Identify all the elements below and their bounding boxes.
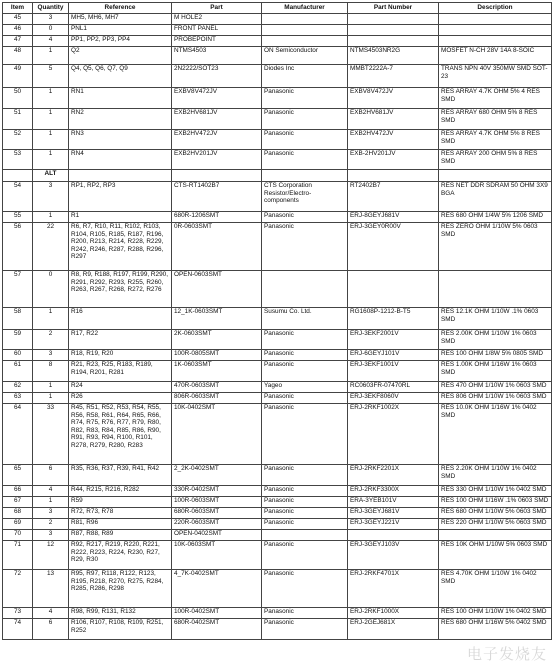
cell-item: 74: [3, 619, 33, 640]
cell-part-number: ERJ-2RKF1000X: [348, 608, 439, 619]
cell-part-number: EXB-2HV201JV: [348, 150, 439, 170]
cell-reference: Q4, Q5, Q6, Q7, Q9: [69, 65, 172, 88]
cell-part: 680R-0402SMT: [172, 619, 262, 640]
cell-part-number: [348, 170, 439, 182]
cell-item: 61: [3, 361, 33, 382]
cell-manufacturer: Panasonic: [262, 570, 348, 608]
table-row: [3, 182, 552, 212]
cell-part-number: EXB2HV681JV: [348, 109, 439, 130]
cell-item: 72: [3, 570, 33, 608]
cell-quantity: 5: [33, 65, 69, 88]
cell-manufacturer: Panasonic: [262, 519, 348, 530]
cell-item: 67: [3, 497, 33, 508]
cell-reference: R24: [69, 382, 172, 393]
cell-description: RES 10.0K OHM 1/16W 1% 0402 SMD: [439, 404, 552, 465]
cell-manufacturer: Diodes Inc: [262, 65, 348, 88]
cell-description: [439, 271, 552, 308]
cell-quantity: 8: [33, 361, 69, 382]
cell-item: 48: [3, 47, 33, 65]
cell-part-number: ERJ-2RKF4701X: [348, 570, 439, 608]
cell-reference: R59: [69, 497, 172, 508]
cell-reference: R26: [69, 393, 172, 404]
cell-reference: R17, R22: [69, 330, 172, 350]
cell-manufacturer: Panasonic: [262, 541, 348, 570]
cell-description: TRANS NPN 40V 350MW SMD SOT-23: [439, 65, 552, 88]
cell-description: RES 2.20K OHM 1/10W 1% 0402 SMD: [439, 465, 552, 486]
cell-description: [439, 25, 552, 36]
cell-manufacturer: Panasonic: [262, 223, 348, 271]
cell-part-number: RT2402B7: [348, 182, 439, 212]
cell-part: 330R-0402SMT: [172, 486, 262, 497]
cell-quantity: 2: [33, 330, 69, 350]
cell-part-number: ERJ-3GEYJ681V: [348, 508, 439, 519]
bom-table: [2, 2, 552, 640]
cell-item: 51: [3, 109, 33, 130]
cell-reference: R45, R51, R52, R53, R54, R55, R56, R58, R61, R64, R65, R66, R74, R75, R76, R77, R79, R80, R82, R83, R84, R85, R86, R90, R91, R93, R94, R100, R101, R278, R279, R280, R283: [69, 404, 172, 465]
table-row: [3, 393, 552, 404]
table-row: [3, 619, 552, 640]
table-row: [3, 608, 552, 619]
cell-item: 70: [3, 530, 33, 541]
cell-quantity: 4: [33, 36, 69, 47]
cell-description: RES ZERO OHM 1/10W 5% 0603 SMD: [439, 223, 552, 271]
cell-description: RES 4.70K OHM 1/10W 1% 0402 SMD: [439, 570, 552, 608]
cell-reference: RN3: [69, 130, 172, 150]
cell-manufacturer: [262, 271, 348, 308]
table-row: [3, 465, 552, 486]
cell-quantity: 4: [33, 608, 69, 619]
cell-quantity: 1: [33, 47, 69, 65]
cell-part-number: RG1608P-1212-B-T5: [348, 308, 439, 330]
cell-reference: PP1, PP2, PP3, PP4: [69, 36, 172, 47]
cell-manufacturer: [262, 530, 348, 541]
cell-part: OPEN-0402SMT: [172, 530, 262, 541]
cell-reference: R16: [69, 308, 172, 330]
cell-part-number: ERJ-2RKF1002X: [348, 404, 439, 465]
table-row: [3, 541, 552, 570]
cell-manufacturer: Panasonic: [262, 88, 348, 109]
cell-part: PROBEPOINT: [172, 36, 262, 47]
cell-description: RES 12.1K OHM 1/10W .1% 0603 SMD: [439, 308, 552, 330]
cell-item: 64: [3, 404, 33, 465]
cell-description: RES 100 OHM 1/10W 1% 0402 SMD: [439, 608, 552, 619]
cell-item: 50: [3, 88, 33, 109]
cell-quantity: 0: [33, 25, 69, 36]
cell-part-number: ERJ-3GEY0R00V: [348, 223, 439, 271]
table-row: [3, 212, 552, 223]
cell-reference: R18, R19, R20: [69, 350, 172, 361]
cell-item: 58: [3, 308, 33, 330]
cell-part-number: MMBT2222A-7: [348, 65, 439, 88]
cell-part: EXBV8V472JV: [172, 88, 262, 109]
table-row: [3, 382, 552, 393]
cell-part: 470R-0603SMT: [172, 382, 262, 393]
table-row: [3, 47, 552, 65]
cell-item: 60: [3, 350, 33, 361]
cell-part: 220R-0603SMT: [172, 519, 262, 530]
cell-part-number: ERJ-3EKF1001V: [348, 361, 439, 382]
cell-description: [439, 530, 552, 541]
cell-manufacturer: ON Semiconductor: [262, 47, 348, 65]
cell-description: RES 680 OHM 1/4W 5% 1206 SMD: [439, 212, 552, 223]
cell-item: 53: [3, 150, 33, 170]
cell-reference: R1: [69, 212, 172, 223]
cell-item: 52: [3, 130, 33, 150]
cell-part-number: ERJ-8GEYJ681V: [348, 212, 439, 223]
cell-reference: RN4: [69, 150, 172, 170]
cell-manufacturer: Panasonic: [262, 330, 348, 350]
cell-manufacturer: Panasonic: [262, 486, 348, 497]
cell-description: [439, 170, 552, 182]
cell-part: 2K-0603SMT: [172, 330, 262, 350]
cell-item: 68: [3, 508, 33, 519]
cell-quantity: 6: [33, 619, 69, 640]
cell-item: 66: [3, 486, 33, 497]
cell-reference: R44, R215, R216, R282: [69, 486, 172, 497]
cell-item: 62: [3, 382, 33, 393]
cell-manufacturer: Panasonic: [262, 465, 348, 486]
cell-part-number: ERA-3YEB101V: [348, 497, 439, 508]
cell-reference: Q2: [69, 47, 172, 65]
cell-part-number: RC0603FR-07470RL: [348, 382, 439, 393]
cell-item: 49: [3, 65, 33, 88]
table-row: [3, 271, 552, 308]
cell-part: CTS-RT1402B7: [172, 182, 262, 212]
cell-manufacturer: Panasonic: [262, 619, 348, 640]
cell-part-number: [348, 14, 439, 25]
cell-item: 45: [3, 14, 33, 25]
cell-manufacturer: Yageo: [262, 382, 348, 393]
cell-manufacturer: Panasonic: [262, 497, 348, 508]
table-row: [3, 486, 552, 497]
cell-quantity: 3: [33, 182, 69, 212]
cell-part-number: ERJ-2RKF3300X: [348, 486, 439, 497]
cell-quantity: 1: [33, 382, 69, 393]
cell-quantity: 3: [33, 14, 69, 25]
cell-quantity: 6: [33, 465, 69, 486]
table-row: [3, 530, 552, 541]
cell-description: RES 100 OHM 1/16W .1% 0603 SMD: [439, 497, 552, 508]
cell-quantity: 1: [33, 130, 69, 150]
cell-manufacturer: [262, 14, 348, 25]
cell-item: 46: [3, 25, 33, 36]
header-row: [3, 3, 552, 14]
cell-part: 680R-1206SMT: [172, 212, 262, 223]
col-header-reference: Reference: [69, 3, 172, 14]
cell-part-number: ERJ-3GEYJ221V: [348, 519, 439, 530]
cell-part: FRONT PANEL: [172, 25, 262, 36]
cell-part: 100R-0603SMT: [172, 497, 262, 508]
cell-reference: [69, 170, 172, 182]
cell-quantity: 3: [33, 350, 69, 361]
cell-reference: PNL1: [69, 25, 172, 36]
cell-part: 12_1K-0603SMT: [172, 308, 262, 330]
cell-part-number: ERJ-3EKF8060V: [348, 393, 439, 404]
watermark-logo: 电子发烧友: [466, 645, 547, 663]
cell-quantity: 1: [33, 308, 69, 330]
cell-reference: MH5, MH6, MH7: [69, 14, 172, 25]
cell-part: 100R-0402SMT: [172, 608, 262, 619]
cell-manufacturer: Panasonic: [262, 361, 348, 382]
cell-reference: R21, R23, R25, R183, R189, R194, R201, R281: [69, 361, 172, 382]
cell-part-number: [348, 530, 439, 541]
cell-part: 1K-0603SMT: [172, 361, 262, 382]
cell-description: RES ARRAY 4.7K OHM 5% 4 RES SMD: [439, 88, 552, 109]
cell-part: 2_2K-0402SMT: [172, 465, 262, 486]
cell-part: M HOLE2: [172, 14, 262, 25]
cell-quantity: 2: [33, 519, 69, 530]
cell-part-number: EXBV8V472JV: [348, 88, 439, 109]
cell-part: OPEN-0603SMT: [172, 271, 262, 308]
cell-description: RES 806 OHM 1/10W 1% 0603 SMD: [439, 393, 552, 404]
cell-reference: R81, R96: [69, 519, 172, 530]
cell-part: 100R-0805SMT: [172, 350, 262, 361]
cell-description: RES 10K OHM 1/10W 5% 0603 SMD: [439, 541, 552, 570]
cell-description: RES 680 OHM 1/16W 5% 0402 SMD: [439, 619, 552, 640]
cell-description: RES ARRAY 680 OHM 5% 8 RES SMD: [439, 109, 552, 130]
table-row: [3, 25, 552, 36]
cell-part: 0R-0603SMT: [172, 223, 262, 271]
cell-quantity: 22: [33, 223, 69, 271]
cell-quantity: 33: [33, 404, 69, 465]
cell-item: 73: [3, 608, 33, 619]
col-header-description: Description: [439, 3, 552, 14]
cell-manufacturer: Panasonic: [262, 150, 348, 170]
cell-manufacturer: [262, 170, 348, 182]
cell-part: [172, 170, 262, 182]
cell-part-number: ERJ-2GEJ681X: [348, 619, 439, 640]
table-row: [3, 65, 552, 88]
cell-item: [3, 170, 33, 182]
cell-part-number: NTMS4503NR2G: [348, 47, 439, 65]
cell-reference: RP1, RP2, RP3: [69, 182, 172, 212]
cell-part: NTMS4503: [172, 47, 262, 65]
cell-quantity: 0: [33, 271, 69, 308]
cell-reference: R87, R88, R89: [69, 530, 172, 541]
table-row-alt: [3, 170, 552, 182]
table-row: [3, 130, 552, 150]
cell-part: 10K-0402SMT: [172, 404, 262, 465]
cell-manufacturer: Panasonic: [262, 350, 348, 361]
table-row: [3, 497, 552, 508]
cell-reference: RN1: [69, 88, 172, 109]
table-row: [3, 150, 552, 170]
cell-reference: R6, R7, R10, R11, R102, R103, R104, R105, R185, R187, R196, R200, R213, R214, R228, R229, R242, R246, R287, R288, R296, R297: [69, 223, 172, 271]
cell-reference: R72, R73, R78: [69, 508, 172, 519]
table-row: [3, 308, 552, 330]
cell-description: RES 470 OHM 1/10W 1% 0603 SMD: [439, 382, 552, 393]
cell-quantity: 3: [33, 530, 69, 541]
cell-reference: R35, R36, R37, R39, R41, R42: [69, 465, 172, 486]
col-header-manufacturer: Manufacturer: [262, 3, 348, 14]
cell-reference: R95, R97, R118, R122, R123, R195, R218, R270, R275, R284, R285, R286, R298: [69, 570, 172, 608]
cell-item: 56: [3, 223, 33, 271]
table-row: [3, 330, 552, 350]
cell-part-number: ERJ-2RKF2201X: [348, 465, 439, 486]
cell-quantity: 1: [33, 497, 69, 508]
col-header-quantity: Quantity: [33, 3, 69, 14]
cell-description: RES 220 OHM 1/10W 5% 0603 SMD: [439, 519, 552, 530]
cell-quantity: 1: [33, 150, 69, 170]
cell-manufacturer: [262, 25, 348, 36]
table-row: [3, 361, 552, 382]
cell-item: 54: [3, 182, 33, 212]
table-row: [3, 519, 552, 530]
cell-manufacturer: Panasonic: [262, 130, 348, 150]
cell-quantity: 3: [33, 508, 69, 519]
cell-description: RES 2.00K OHM 1/10W 1% 0603 SMD: [439, 330, 552, 350]
cell-manufacturer: Panasonic: [262, 508, 348, 519]
cell-description: [439, 14, 552, 25]
cell-manufacturer: Panasonic: [262, 212, 348, 223]
cell-part-number: [348, 36, 439, 47]
cell-description: RES 100 OHM 1/8W 5% 0805 SMD: [439, 350, 552, 361]
cell-description: RES 1.00K OHM 1/16W 1% 0603 SMD: [439, 361, 552, 382]
cell-part-number: ERJ-3GEYJ103V: [348, 541, 439, 570]
cell-reference: RN2: [69, 109, 172, 130]
cell-manufacturer: Panasonic: [262, 608, 348, 619]
cell-reference: R92, R217, R219, R220, R221, R222, R223, R224, R230, R27, R29, R30: [69, 541, 172, 570]
cell-quantity: 1: [33, 88, 69, 109]
cell-quantity: 1: [33, 393, 69, 404]
table-header: [3, 3, 552, 14]
cell-quantity: 13: [33, 570, 69, 608]
cell-quantity: 1: [33, 109, 69, 130]
cell-reference: R98, R99, R131, R132: [69, 608, 172, 619]
cell-item: 69: [3, 519, 33, 530]
cell-item: 65: [3, 465, 33, 486]
cell-description: RES ARRAY 200 OHM 5% 8 RES SMD: [439, 150, 552, 170]
table-row: [3, 36, 552, 47]
cell-part-number: EXB2HV472JV: [348, 130, 439, 150]
table-row: [3, 109, 552, 130]
table-row: [3, 88, 552, 109]
cell-item: 47: [3, 36, 33, 47]
cell-part: EXB2HV681JV: [172, 109, 262, 130]
col-header-item: Item: [3, 3, 33, 14]
cell-description: RES NET DDR SDRAM 50 OHM 3X9 BGA: [439, 182, 552, 212]
cell-part: 10K-0603SMT: [172, 541, 262, 570]
cell-part-number: ERJ-3EKF2001V: [348, 330, 439, 350]
cell-item: 57: [3, 271, 33, 308]
cell-quantity: 1: [33, 212, 69, 223]
cell-part: EXB2HV201JV: [172, 150, 262, 170]
cell-part-number: [348, 25, 439, 36]
cell-description: [439, 36, 552, 47]
cell-quantity: ALT: [33, 170, 69, 182]
col-header-part-number: Part Number: [348, 3, 439, 14]
cell-manufacturer: Panasonic: [262, 404, 348, 465]
cell-quantity: 4: [33, 486, 69, 497]
cell-quantity: 12: [33, 541, 69, 570]
cell-part: 2N2222/SOT23: [172, 65, 262, 88]
cell-reference: R106, R107, R108, R109, R251, R252: [69, 619, 172, 640]
cell-item: 63: [3, 393, 33, 404]
table-row: [3, 508, 552, 519]
table-body: [3, 14, 552, 640]
cell-part: 4_7K-0402SMT: [172, 570, 262, 608]
table-row: [3, 14, 552, 25]
cell-manufacturer: Panasonic: [262, 109, 348, 130]
cell-item: 55: [3, 212, 33, 223]
cell-part: 806R-0603SMT: [172, 393, 262, 404]
cell-part-number: ERJ-6GEYJ101V: [348, 350, 439, 361]
cell-item: 71: [3, 541, 33, 570]
col-header-part: Part: [172, 3, 262, 14]
cell-manufacturer: [262, 36, 348, 47]
cell-manufacturer: Panasonic: [262, 393, 348, 404]
table-row: [3, 350, 552, 361]
cell-description: MOSFET N-CH 28V 14A 8-SOIC: [439, 47, 552, 65]
cell-description: RES ARRAY 4.7K OHM 5% 8 RES SMD: [439, 130, 552, 150]
cell-description: RES 680 OHM 1/10W 5% 0603 SMD: [439, 508, 552, 519]
cell-manufacturer: Susumu Co. Ltd.: [262, 308, 348, 330]
cell-part: 680R-0603SMT: [172, 508, 262, 519]
table-row: [3, 404, 552, 465]
cell-manufacturer: CTS Corporation Resistor/Electro-components: [262, 182, 348, 212]
table-row: [3, 223, 552, 271]
cell-reference: R8, R9, R188, R197, R199, R290, R291, R292, R293, R255, R260, R263, R267, R268, R272, R276: [69, 271, 172, 308]
cell-part: EXB2HV472JV: [172, 130, 262, 150]
cell-description: RES 330 OHM 1/10W 1% 0402 SMD: [439, 486, 552, 497]
cell-part-number: [348, 271, 439, 308]
cell-item: 59: [3, 330, 33, 350]
table-row: [3, 570, 552, 608]
